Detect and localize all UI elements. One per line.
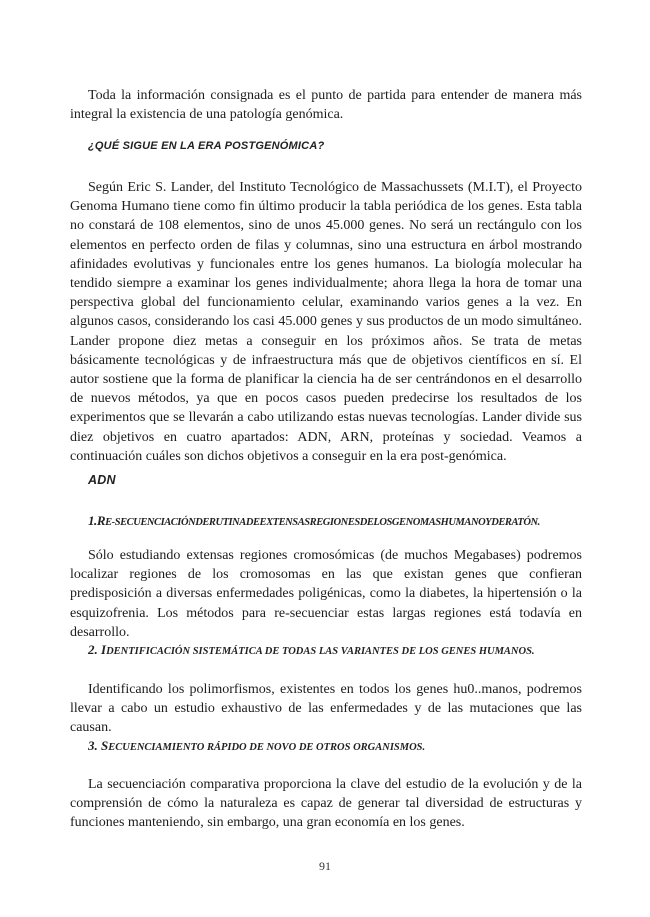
main-paragraph: Según Eric S. Lander, del Instituto Tecnológico de Massachussets (M.I.T), el Proyecto Genoma Humano tiene como fin último producir la tabla periódica de los genes. Esta tabla no constará de 108 elementos, sino de unos 45.000 genes. No será un rectángulo con los elementos en perfecto orden de filas y columnas, sino una estructura en árbol mostrando afinidades evolutivas y funcionales entre los genes humanos. La biología molecular ha tendido siempre a examinar los genes individualmente; ahora llega la hora de tomar una perspectiva global del funcionamiento celular, examinando varios genes a la vez. En algunos casos, considerando los casi 45.000 genes y sus productos de un modo simultáneo. Lander propone diez metas a conseguir en los próximos años. Se trata de metas básicamente tecnológicas y de infraestructura más que de objetivos científicos en sí. El autor sostiene que la forma de planificar la ciencia ha de ser centrándonos en el desarrollo de nuevos métodos, ya que en pocos casos pueden predecirse los resultados de los experimentos que se llevarán a cabo utilizando estas nuevas tecnologías. Lander divide sus diez objetivos en cuatro apartados: ADN, ARN, proteínas y sociedad. Veamos a continuación cuáles son dichos objetivos a conseguir en la era post-genómica.	[70, 180, 582, 464]
item3-heading	[88, 738, 425, 754]
section-heading: ¿QUÉ SIGUE EN LA ERA POSTGENÓMICA?	[88, 140, 325, 152]
item2-paragraph: Identificando los polimorfismos, existentes en todos los genes hu0..manos, podremos llevar a cabo un estudio exhaustivo de las enfermedades y de las mutaciones que las causan.	[70, 682, 582, 736]
item2-initial: I	[101, 642, 107, 657]
item1-heading	[88, 513, 540, 529]
page-number: 91	[319, 859, 331, 873]
item1-initial: R	[96, 513, 106, 528]
item2-number: 2.	[88, 642, 98, 657]
item1-number: 1.	[88, 513, 97, 528]
item3-initial: S	[101, 738, 109, 753]
intro-paragraph: Toda la información consignada es el punto de partida para entender de manera más integral la existencia de una patología genómica.	[70, 88, 582, 123]
item3-heading-rest: ECUENCIAMIENTO RÁPIDO DE NOVO DE OTROS ORGANISMOS.	[108, 742, 426, 753]
item3-paragraph: La secuenciación comparativa proporciona la clave del estudio de la evolución y de la comprensión de cómo la naturaleza es capaz de generar tal diversidad de estructuras y funciones manteniendo, sin embargo, una gran economía en los genes.	[70, 777, 582, 831]
item1-heading-rest: E-SECUENCIACIÓNDERUTINADEEXTENSASREGIONESDELOSGENOMASHUMANOYDERATÓN.	[105, 517, 540, 528]
item2-heading	[88, 642, 535, 658]
adn-heading: ADN	[88, 473, 116, 487]
item3-number: 3.	[88, 738, 98, 753]
item1-paragraph: Sólo estudiando extensas regiones cromosómicas (de muchos Megabases) podremos localizar regiones de los cromosomas en las que existan genes que confieran predisposición a diversas enfermedades poligénicas, como la diabetes, la hipertensión o la esquizofrenia. Los métodos para re-secuenciar estas largas regiones está todavía en desarrollo.	[70, 548, 582, 640]
item2-heading-rest: DENTIFICACIÓN SISTEMÁTICA DE TODAS LAS VARIANTES DE LOS GENES HUMANOS.	[106, 646, 535, 657]
